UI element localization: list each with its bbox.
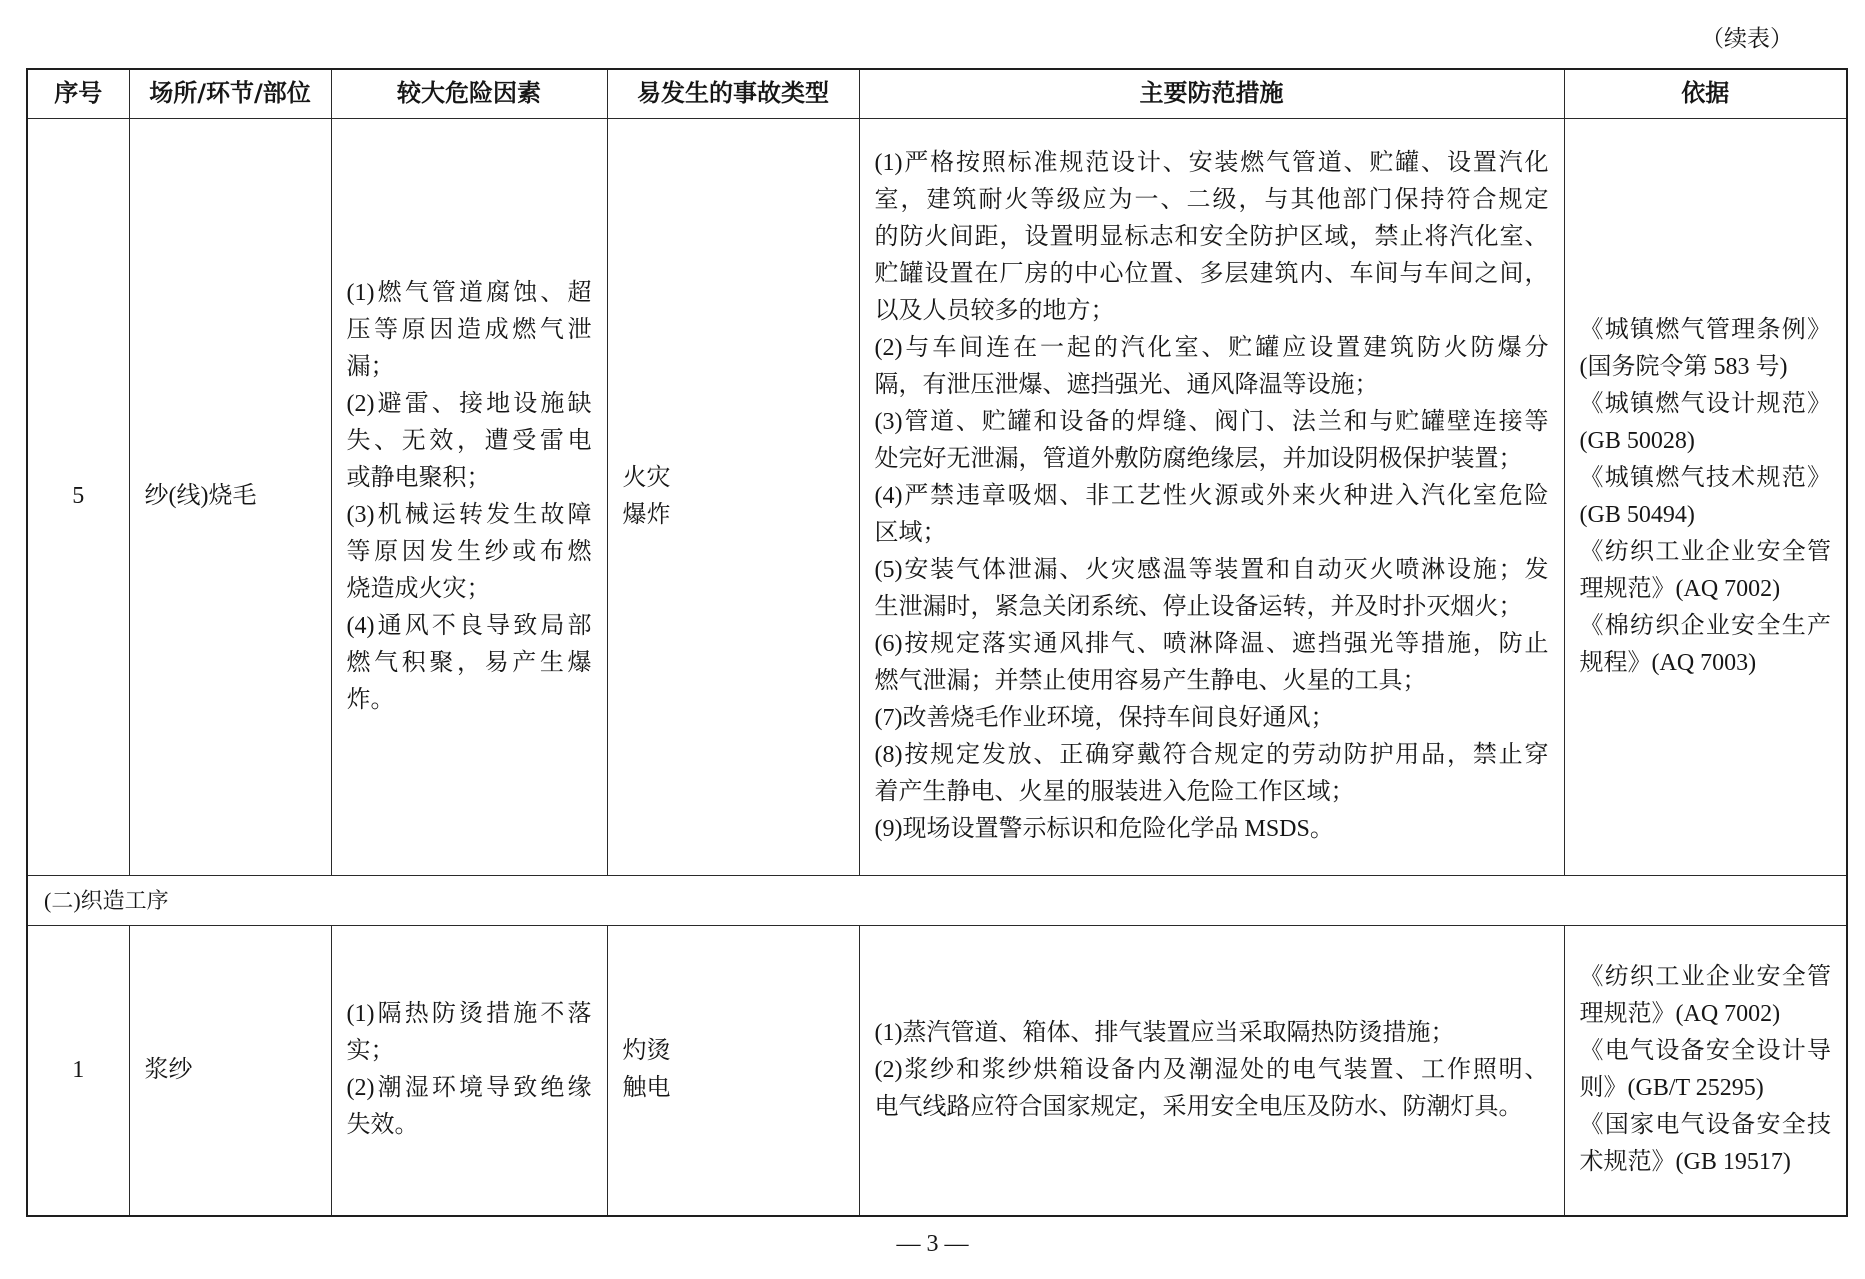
measure-line: 室，建筑耐火等级应为一、二级，与其他部门保持符合规定: [874, 187, 1549, 213]
row-location: 纱(线)烧毛: [129, 118, 331, 875]
measure-paragraph: [875, 737, 1549, 811]
basis-paragraph: [1580, 959, 1832, 1033]
hazard-line: (2)避雷、接地设施缺: [346, 390, 592, 417]
row-basis: [1564, 925, 1847, 1216]
hazard-line: 烧造成火灾；: [346, 575, 491, 602]
row-number: 5: [27, 118, 129, 875]
header-hazards: 较大危险因素: [331, 69, 607, 118]
header-location: 场所/环节/部位: [129, 69, 331, 118]
basis-line: 术规范》(GB 19517): [1579, 1149, 1791, 1176]
hazard-paragraph: [347, 1070, 592, 1144]
basis-line: (GB 50028): [1579, 427, 1695, 454]
table-header-row: [27, 69, 1847, 118]
basis-line: 理规范》(AQ 7002): [1579, 575, 1781, 602]
measure-line: (8)按规定发放、正确穿戴符合规定的劳动防护用品，禁止穿: [874, 742, 1549, 768]
hazard-line: (1)燃气管道腐蚀、超: [346, 279, 592, 306]
measure-paragraph: [875, 626, 1549, 700]
continued-label: （续表）: [1701, 26, 1793, 51]
header-measures: 主要防范措施: [859, 69, 1564, 118]
measure-line: 的防火间距，设置明显标志和安全防护区域，禁止将汽化室、: [874, 224, 1549, 250]
measure-paragraph: [875, 552, 1549, 626]
measure-line: (2)浆纱和浆纱烘箱设备内及潮湿处的电气装置、工作照明、: [874, 1056, 1549, 1083]
measure-line: (4)严禁违章吸烟、非工艺性火源或外来火种进入汽化室危险: [874, 483, 1549, 509]
hazard-line: (3)机械运转发生故障: [346, 501, 592, 528]
row-measures: [859, 925, 1564, 1216]
row-hazards: [331, 925, 607, 1216]
basis-line: (国务院令第 583 号): [1579, 353, 1788, 380]
measure-line: (1)蒸汽管道、箱体、排气装置应当采取隔热防烫措施；: [874, 1019, 1455, 1046]
basis-paragraph: [1580, 386, 1832, 460]
hazard-paragraph: [347, 996, 592, 1070]
header-no: 序号: [27, 69, 129, 118]
basis-paragraph: [1580, 1033, 1832, 1107]
row-location: 浆纱: [129, 925, 331, 1216]
basis-paragraph: [1580, 312, 1832, 386]
hazard-line: 压等原因造成燃气泄: [346, 316, 592, 343]
measure-paragraph: [875, 811, 1549, 848]
basis-line: 则》(GB/T 25295): [1579, 1075, 1764, 1102]
basis-line: 《纺织工业企业安全管: [1579, 538, 1831, 565]
header-basis: 依据: [1564, 69, 1847, 118]
row-accident-types: [607, 925, 859, 1216]
hazard-line: 炸。: [346, 686, 395, 713]
measure-line: (5)安装气体泄漏、火灾感温等装置和自动灭火喷淋设施；发: [874, 557, 1549, 583]
basis-line: 《城镇燃气技术规范》: [1579, 464, 1831, 491]
measure-line: 处完好无泄漏，管道外敷防腐绝缘层，并加设阴极保护装置；: [874, 446, 1523, 472]
hazard-line: 燃气积聚，易产生爆: [346, 649, 592, 676]
header-accident-types: 易发生的事故类型: [607, 69, 859, 118]
section-title: (二)织造工序: [27, 875, 1847, 925]
measure-line: (6)按规定落实通风排气、喷淋降温、遮挡强光等措施，防止: [874, 631, 1549, 657]
hazard-line: 漏；: [346, 353, 395, 380]
hazard-paragraph: [347, 275, 592, 386]
accident-type: 灼烫: [622, 1038, 671, 1065]
accident-type: 爆炸: [622, 501, 671, 528]
basis-line: 《纺织工业企业安全管: [1579, 964, 1831, 991]
measure-paragraph: [875, 478, 1549, 552]
basis-paragraph: [1580, 1107, 1832, 1181]
basis-line: 《电气设备安全设计导: [1579, 1038, 1831, 1065]
measure-line: 生泄漏时，紧急关闭系统、停止设备运转，并及时扑灭烟火；: [874, 594, 1523, 620]
measure-paragraph: [875, 404, 1549, 478]
hazard-line: 实；: [346, 1038, 395, 1065]
measure-line: 着产生静电、火星的服装进入危险工作区域；: [874, 779, 1355, 805]
row-number: 1: [27, 925, 129, 1216]
measure-line: (1)严格按照标准规范设计、安装燃气管道、贮罐、设置汽化: [874, 150, 1549, 176]
hazard-paragraph: [347, 497, 592, 608]
hazard-paragraph: [347, 386, 592, 497]
measure-paragraph: [875, 1015, 1549, 1052]
row-hazards: [331, 118, 607, 875]
basis-line: 《城镇燃气管理条例》: [1579, 316, 1831, 343]
hazard-line: (1)隔热防烫措施不落: [346, 1001, 592, 1028]
table-row: [27, 925, 1847, 1216]
hazard-line: 或静电聚积；: [346, 464, 491, 491]
measure-line: 贮罐设置在厂房的中心位置、多层建筑内、车间与车间之间，: [874, 261, 1549, 287]
measure-paragraph: [875, 1052, 1549, 1126]
basis-line: 《棉纺织企业安全生产: [1579, 612, 1831, 639]
hazard-table: [26, 68, 1848, 1217]
measure-paragraph: [875, 330, 1549, 404]
basis-paragraph: [1580, 608, 1832, 682]
hazard-line: (4)通风不良导致局部: [346, 612, 592, 639]
basis-paragraph: [1580, 534, 1832, 608]
hazard-line: 失效。: [346, 1112, 419, 1139]
basis-line: 规程》(AQ 7003): [1579, 649, 1757, 676]
measure-paragraph: [875, 145, 1549, 330]
basis-paragraph: [1580, 460, 1832, 534]
hazard-line: 失、无效，遭受雷电: [346, 427, 592, 454]
measure-paragraph: [875, 700, 1549, 737]
basis-line: (GB 50494): [1579, 501, 1695, 528]
measure-line: (7)改善烧毛作业环境，保持车间良好通风；: [874, 705, 1335, 731]
basis-line: 《国家电气设备安全技: [1579, 1112, 1831, 1139]
row-measures: [859, 118, 1564, 875]
basis-line: 《城镇燃气设计规范》: [1579, 390, 1831, 417]
measure-line: 区域；: [874, 520, 947, 546]
page-number: — 3 —: [896, 1231, 969, 1257]
hazard-line: 等原因发生纱或布燃: [346, 538, 592, 565]
measure-line: 以及人员较多的地方；: [874, 298, 1115, 324]
accident-type: 火灾: [622, 464, 671, 491]
measure-line: 电气线路应符合国家规定，采用安全电压及防水、防潮灯具。: [874, 1093, 1523, 1120]
section-row: [27, 875, 1847, 925]
hazard-paragraph: [347, 608, 592, 719]
measure-line: 隔，有泄压泄爆、遮挡强光、通风降温等设施；: [874, 372, 1379, 398]
accident-type: 触电: [622, 1075, 671, 1102]
measure-line: (3)管道、贮罐和设备的焊缝、阀门、法兰和与贮罐壁连接等: [874, 409, 1549, 435]
measure-line: 燃气泄漏；并禁止使用容易产生静电、火星的工具；: [874, 668, 1427, 694]
measure-line: (2)与车间连在一起的汽化室、贮罐应设置建筑防火防爆分: [874, 335, 1549, 361]
row-accident-types: [607, 118, 859, 875]
hazard-line: (2)潮湿环境导致绝缘: [346, 1075, 592, 1102]
measure-line: (9)现场设置警示标识和危险化学品 MSDS。: [874, 816, 1334, 842]
row-basis: [1564, 118, 1847, 875]
table-row: [27, 118, 1847, 875]
basis-line: 理规范》(AQ 7002): [1579, 1001, 1781, 1028]
